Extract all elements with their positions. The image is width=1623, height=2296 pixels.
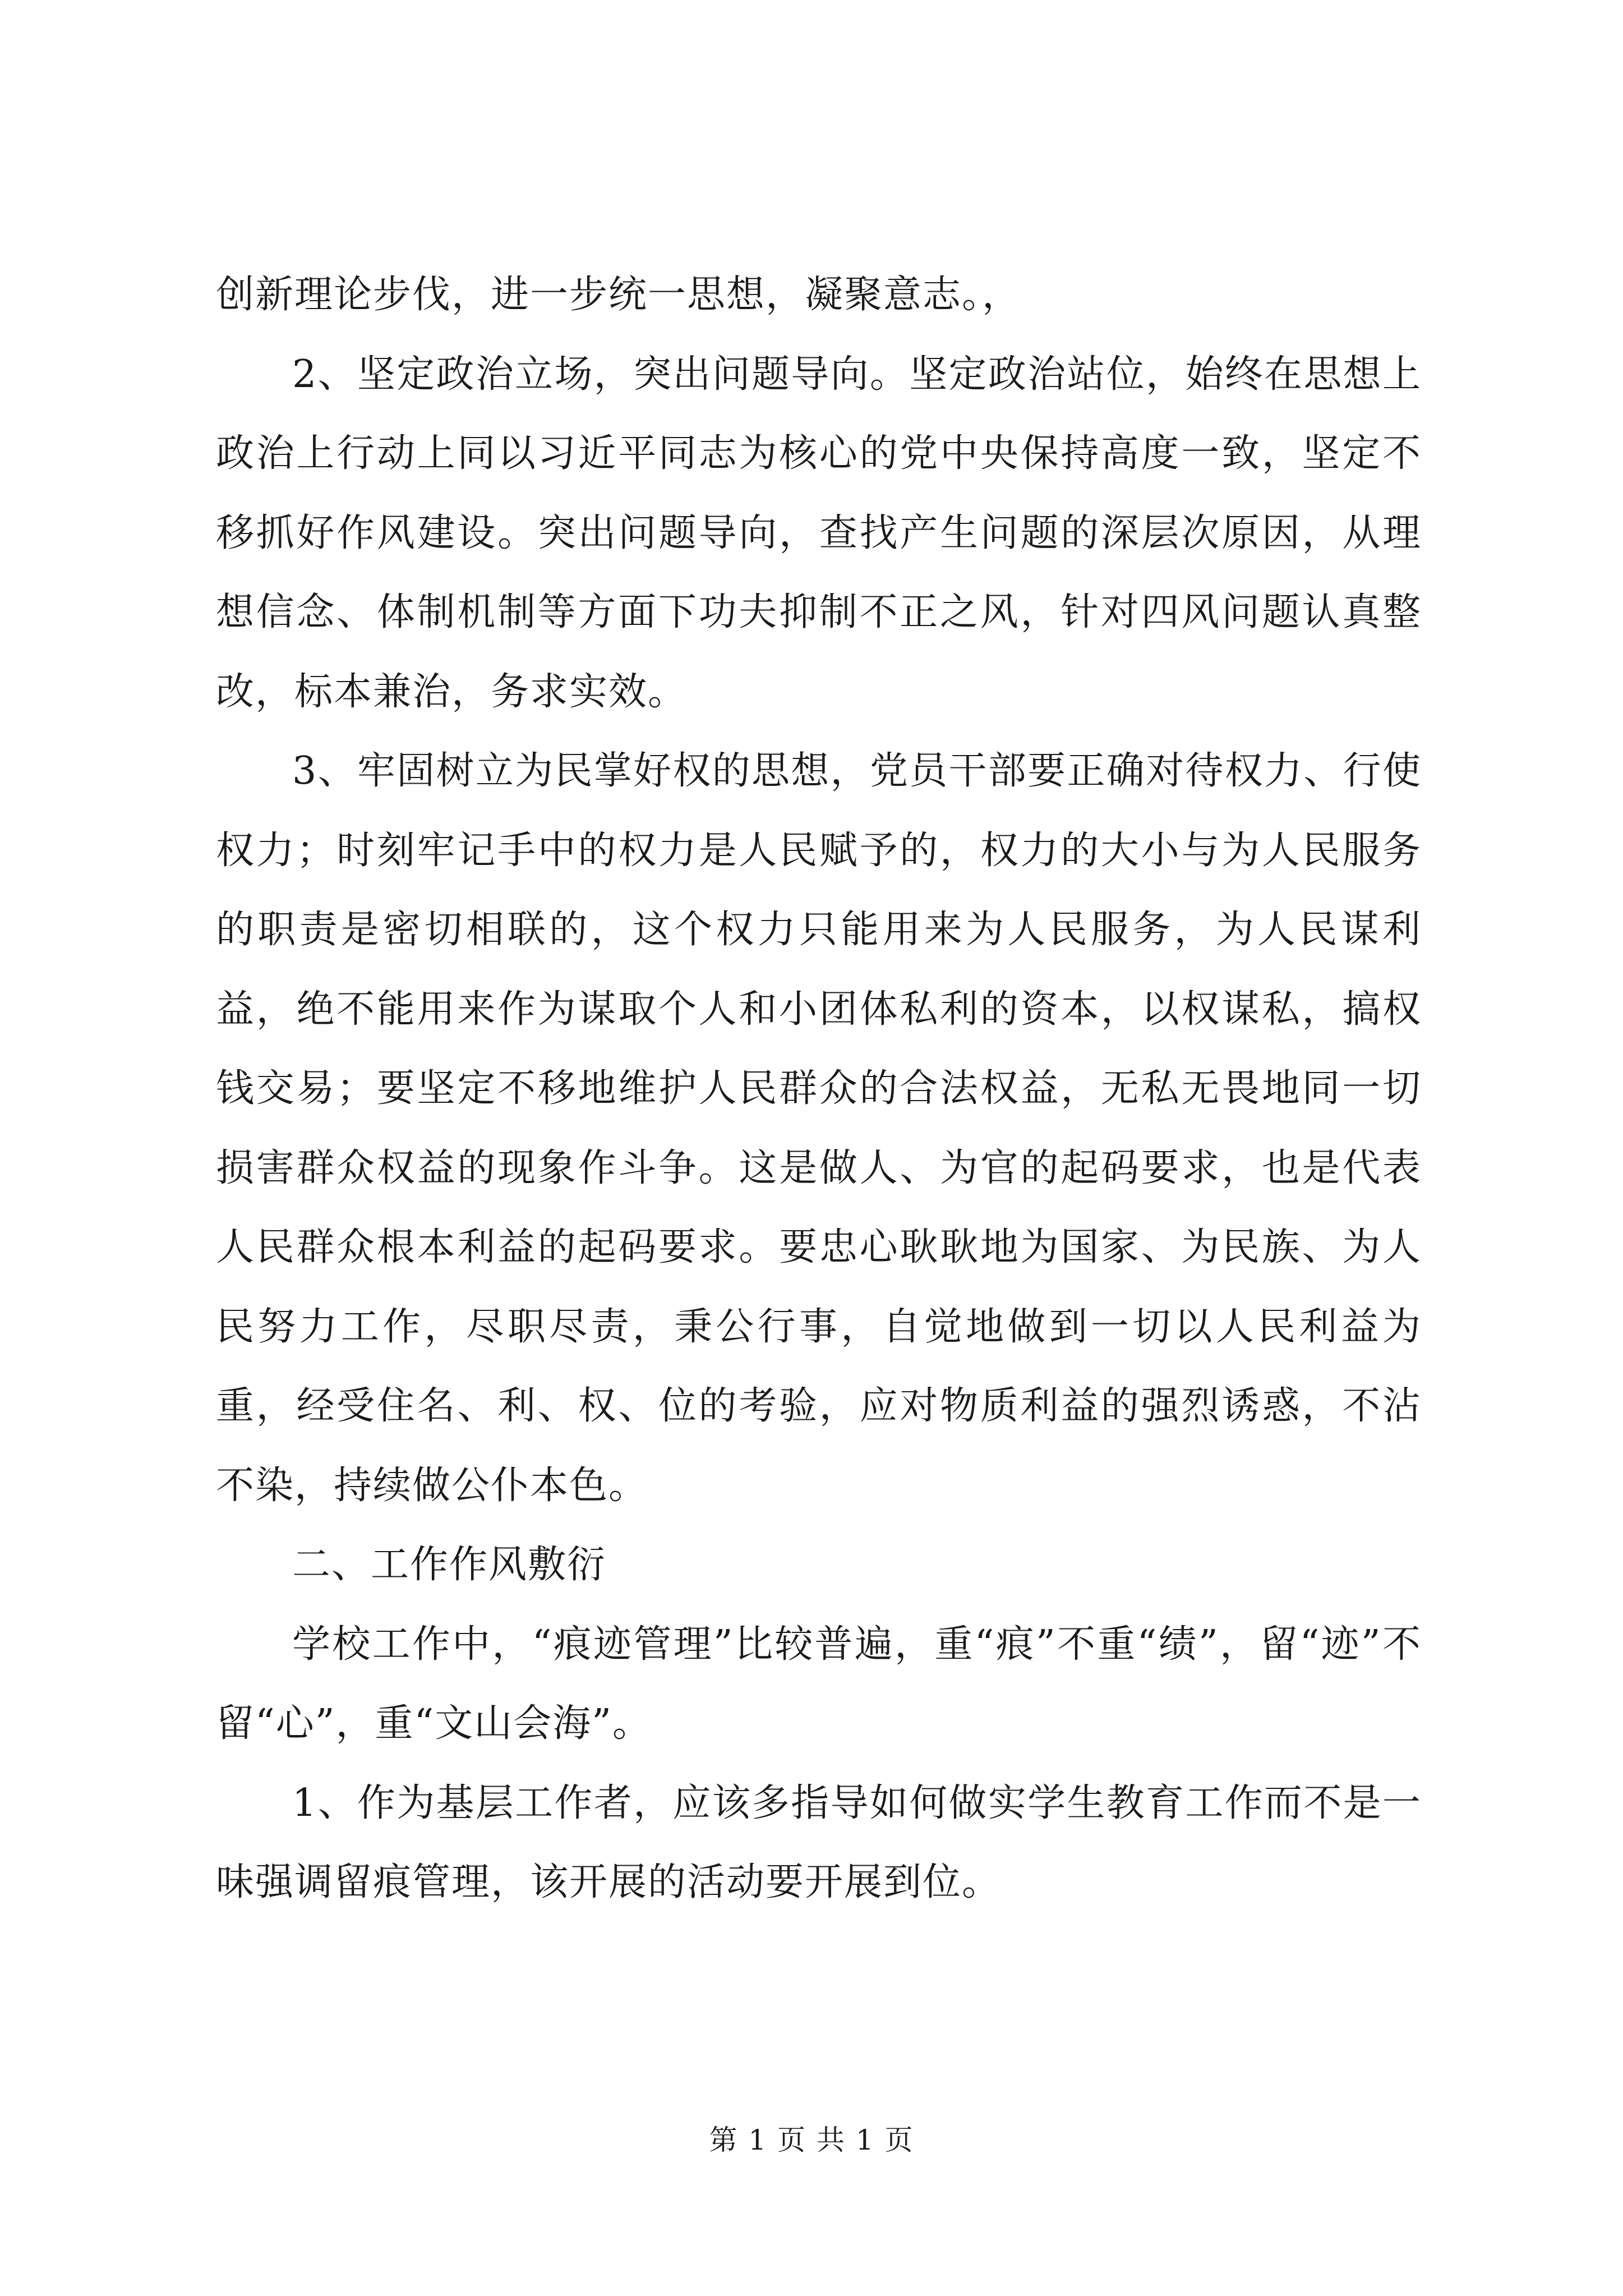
paragraph-1: 创新理论步伐，进一步统一思想，凝聚意志。， bbox=[216, 273, 1022, 317]
section-heading: 二、工作作风敷衍 bbox=[292, 1543, 607, 1587]
paragraph-5: 学校工作中，“痕迹管理”比较普遍，重“痕”不重“绩”，留“迹”不留“心”，重“文山会海”。 bbox=[216, 1622, 1422, 1746]
paragraph-2: 2、坚定政治立场，突出问题导向。坚定政治站位，始终在思想上政治上行动上同以习近平同志为核心的党中央保持高度一致，坚定不移抓好作风建设。突出问题导向，查找产生问题的深层次原因，从理想信念、体制机制等方面下功夫抑制不正之风，针对四风问题认真整改，标本兼治，务求实效。 bbox=[216, 352, 1422, 714]
page-footer: 第 1 页 共 1 页 bbox=[709, 2124, 914, 2156]
paragraph-3: 3、牢固树立为民掌好权的思想，党员干部要正确对待权力、行使权力；时刻牢记手中的权力是人民赋予的，权力的大小与为人民服务的职责是密切相联的，这个权力只能用来为人民服务，为人民谋利益，绝不能用来作为谋取个人和小团体私利的资本，以权谋私，搞权钱交易；要坚定不移地维护人民群众的合法权益，无私无畏地同一切损害群众权益的现象作斗争。这是做人、为官的起码要求，也是代表人民群众根本利益的起码要求。要忠心耿耿地为国家、为民族、为人民努力工作，尽职尽责，秉公行事，自觉地做到一切以人民利益为重，经受住名、利、权、位的考验，应对物质利益的强烈诱惑，不沾不染，持续做公仆本色。 bbox=[216, 749, 1422, 1508]
paragraph-6: 1、作为基层工作者，应该多指导如何做实学生教育工作而不是一味强调留痕管理，该开展的活动要开展到位。 bbox=[216, 1780, 1422, 1904]
document-body bbox=[216, 255, 1422, 1922]
